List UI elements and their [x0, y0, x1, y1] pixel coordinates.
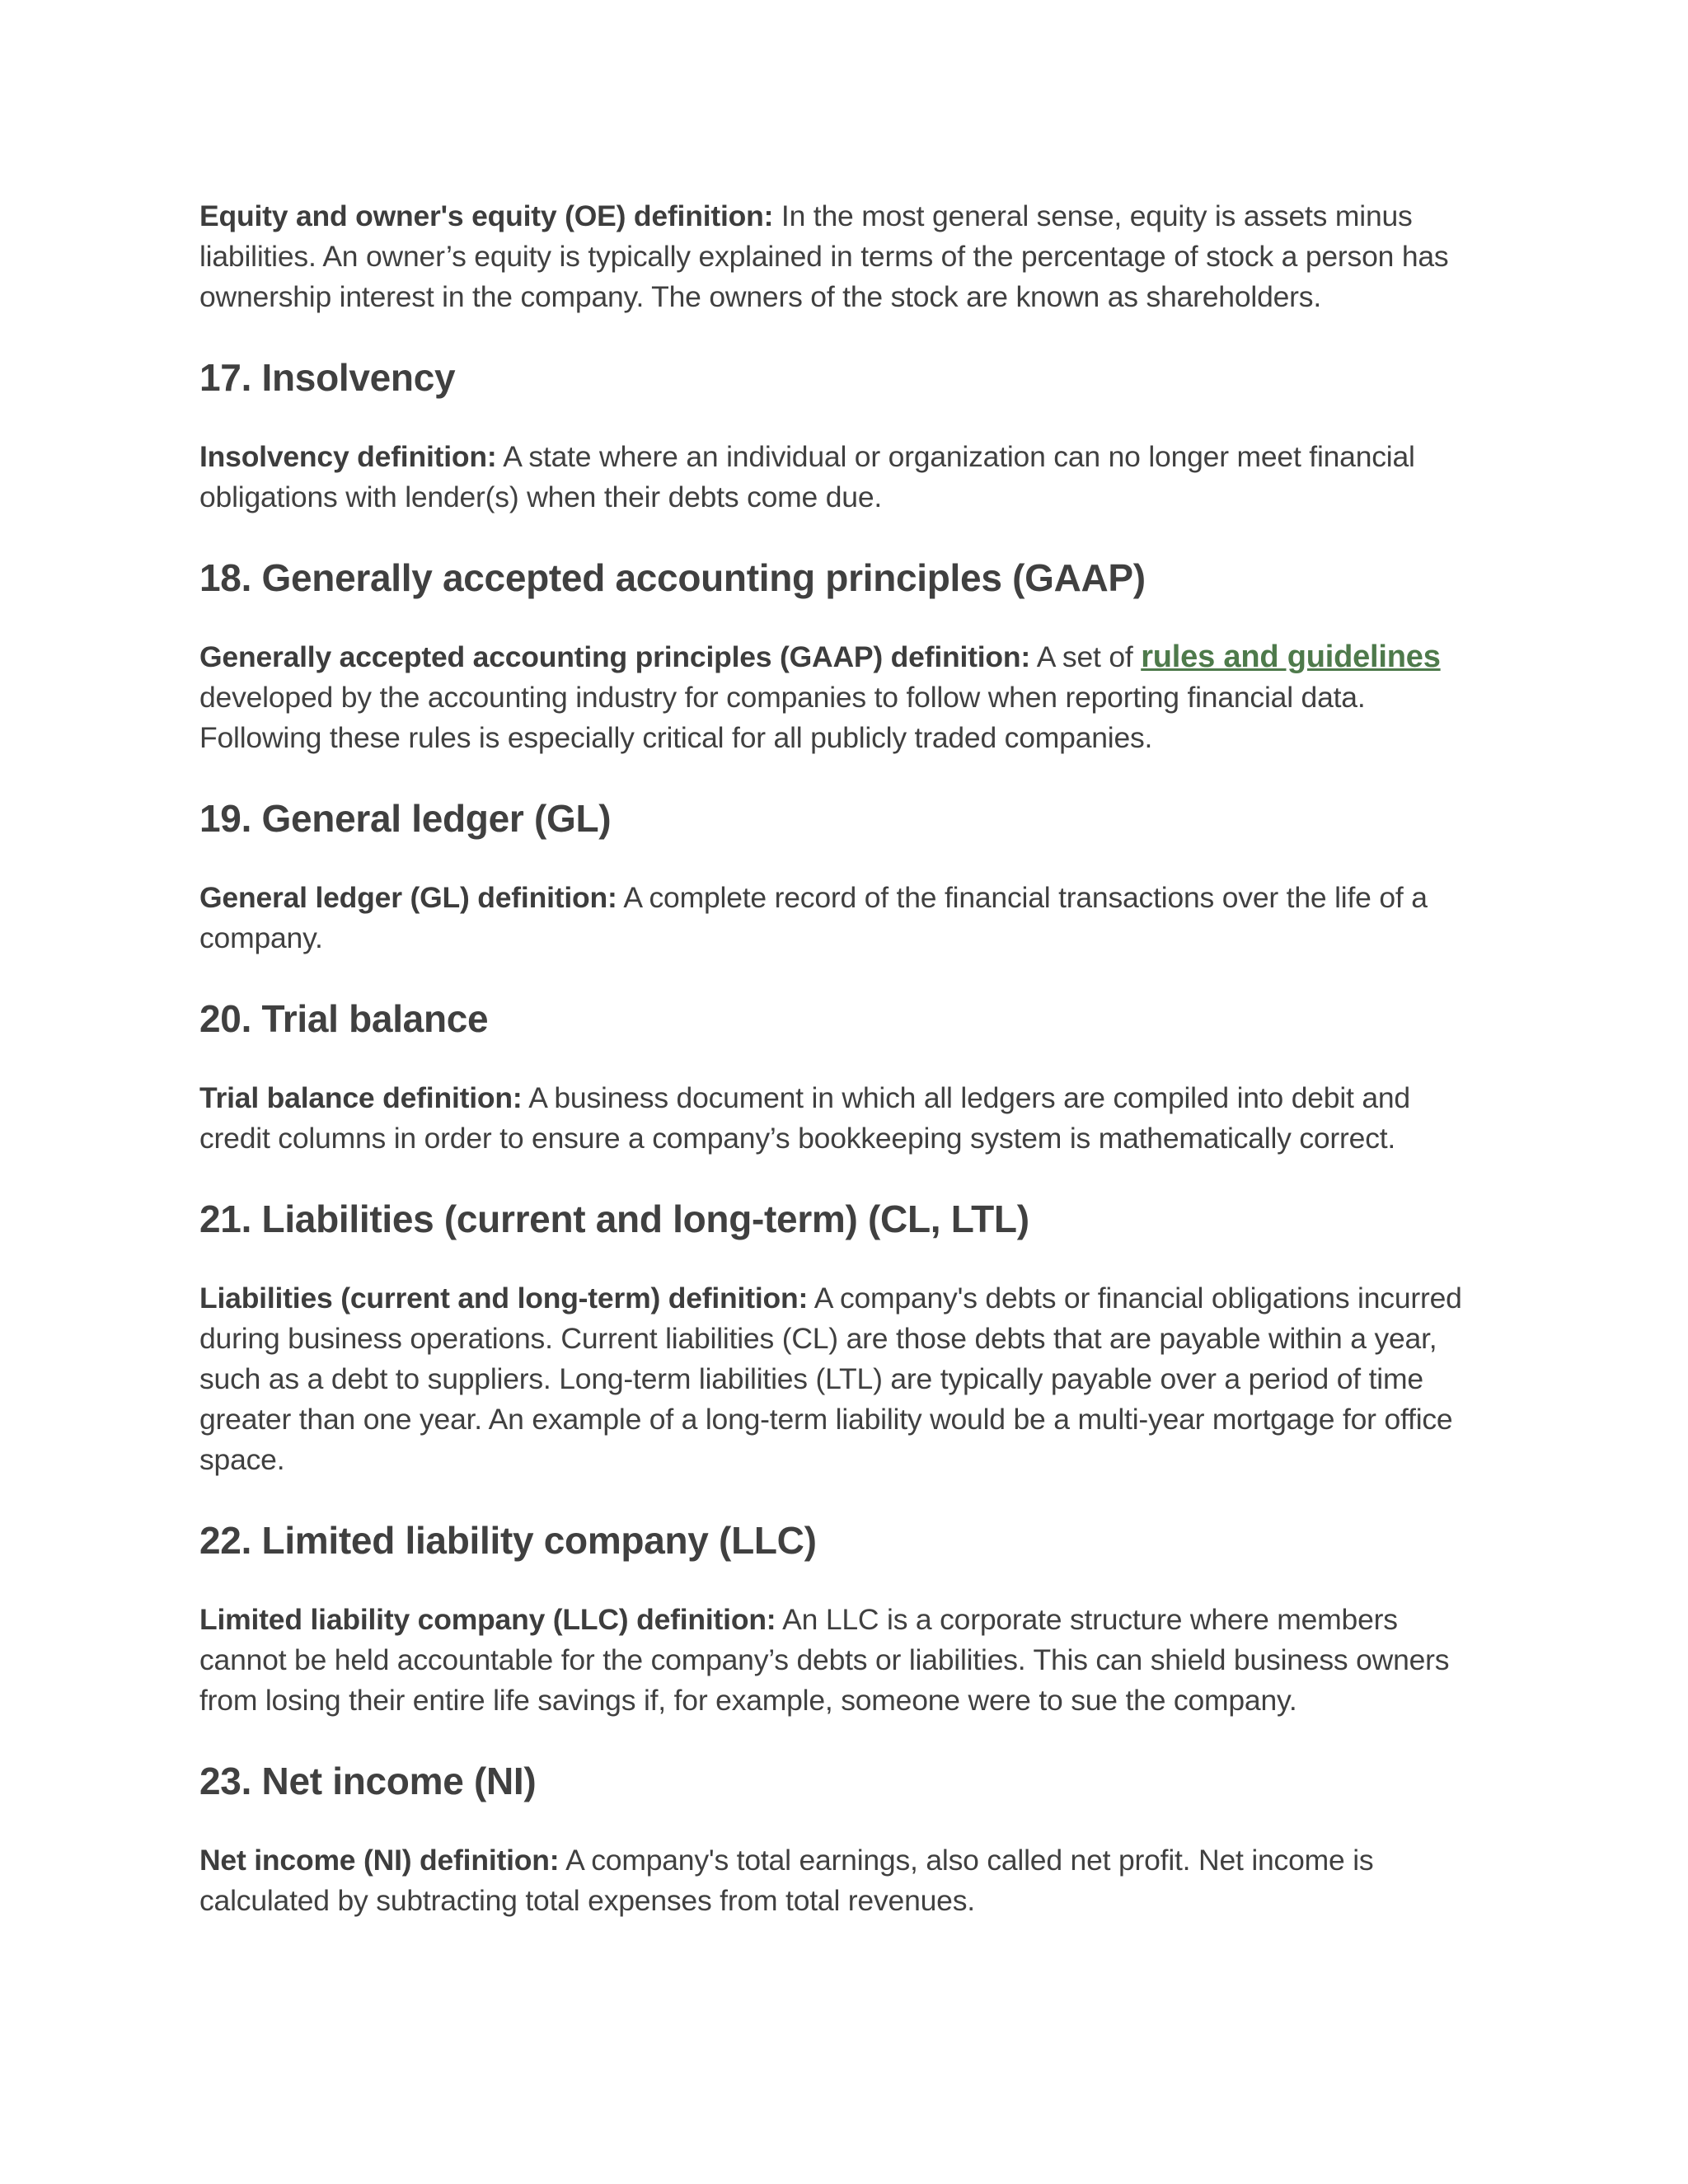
- definition-text: An LLC is a corporate structure where members cannot be held accountable for the company’s debts or liabilities. This can shield business owners from losing their entire life savings if, for example, someone were to sue the company.: [199, 1603, 1450, 1717]
- definition-term: Equity and owner's equity (OE) definition:: [199, 199, 774, 232]
- section-heading-llc: 22. Limited liability company (LLC): [199, 1519, 817, 1562]
- net-income-definition-paragraph: [199, 1840, 1485, 1921]
- definition-text: A state where an individual or organization can no longer meet financial obligations with lender(s) when their debts come due.: [199, 440, 1415, 513]
- section-heading-liabilities: 21. Liabilities (current and long-term) (CL, LTL): [199, 1197, 1029, 1240]
- definition-term: Generally accepted accounting principles (GAAP) definition:: [199, 640, 1031, 673]
- rules-and-guidelines-link[interactable]: rules and guidelines: [1141, 640, 1441, 674]
- document-page: [199, 196, 1485, 1921]
- liabilities-definition-paragraph: [199, 1278, 1485, 1480]
- definition-text: A set of: [1030, 640, 1142, 673]
- section-heading-net-income: 23. Net income (NI): [199, 1760, 537, 1802]
- trial-balance-definition-paragraph: [199, 1078, 1485, 1159]
- equity-definition-paragraph: [199, 196, 1485, 317]
- definition-term: Limited liability company (LLC) definition:: [199, 1603, 776, 1636]
- definition-term: Insolvency definition:: [199, 440, 497, 473]
- section-heading-insolvency: 17. Insolvency: [199, 356, 456, 399]
- definition-text: A company's total earnings, also called net profit. Net income is calculated by subtracting total expenses from total revenues.: [199, 1844, 1374, 1917]
- section-heading-gaap: 18. Generally accepted accounting principles (GAAP): [199, 556, 1146, 599]
- general-ledger-definition-paragraph: [199, 878, 1485, 958]
- definition-term: Liabilities (current and long-term) definition:: [199, 1282, 809, 1315]
- definition-term: General ledger (GL) definition:: [199, 881, 617, 914]
- section-heading-general-ledger: 19. General ledger (GL): [199, 797, 612, 840]
- insolvency-definition-paragraph: [199, 437, 1485, 518]
- gaap-definition-paragraph: [199, 637, 1485, 758]
- llc-definition-paragraph: [199, 1600, 1485, 1721]
- definition-term: Net income (NI) definition:: [199, 1844, 560, 1877]
- section-heading-trial-balance: 20. Trial balance: [199, 997, 489, 1040]
- definition-text: A company's debts or financial obligations incurred during business operations. Current liabilities (CL) are those debts that are payable within a year, such as a debt to suppliers. Long-term liabilities (LTL) are typically payable over a period of time greater than one year. An example of a long-term liability would be a multi-year mortgage for office space.: [199, 1282, 1462, 1476]
- definition-term: Trial balance definition:: [199, 1081, 523, 1114]
- definition-text: A complete record of the financial transactions over the life of a company.: [199, 881, 1428, 954]
- definition-text: developed by the accounting industry for companies to follow when reporting financial data. Following these rules is especially critical for all publicly traded companies.: [199, 681, 1366, 754]
- definition-text: A business document in which all ledgers are compiled into debit and credit columns in order to ensure a company’s bookkeeping system is mathematically correct.: [199, 1081, 1410, 1155]
- definition-text: In the most general sense, equity is assets minus liabilities. An owner’s equity is typically explained in terms of the percentage of stock a person has ownership interest in the company. The owners of the stock are known as shareholders.: [199, 199, 1449, 313]
